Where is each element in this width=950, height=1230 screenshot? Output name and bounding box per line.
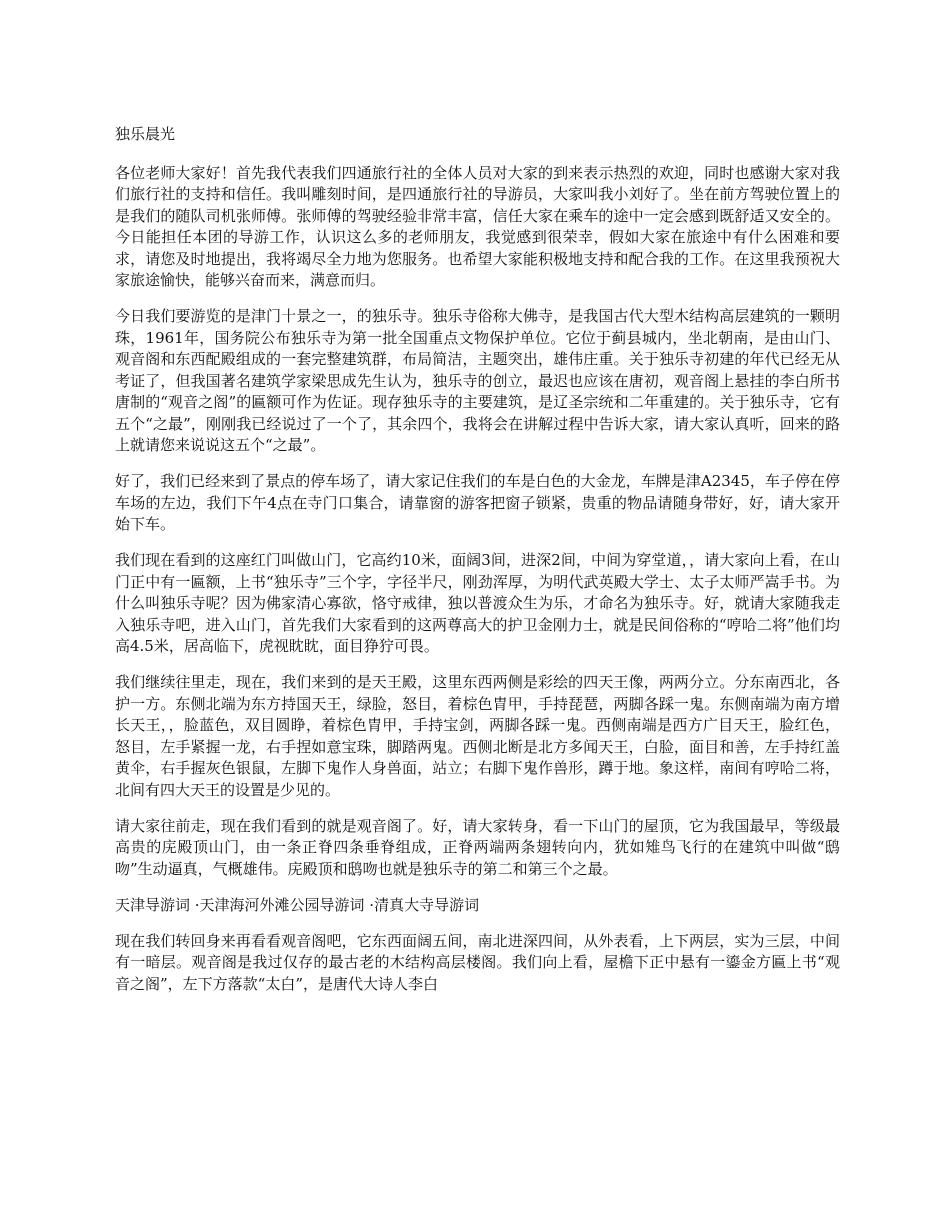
document-body — [115, 124, 840, 1010]
paragraph-welcome: 各位老师大家好！首先我代表我们四通旅行社的全体人员对大家的到来表示热烈的欢迎，同时也感谢大家对我们旅行社的支持和信任。我叫雕刻时间，是四通旅行社的导游员，大家叫我小刘好了。坐在前方驾驶位置上的是我们的随队司机张师傅。张师傅的驾驶经验非常丰富，信任大家在乘车的途中一定会感到既舒适又安全的。今日能担任本团的导游工作，认识这么多的老师朋友，我觉感到很荣幸，假如大家在旅途中有什么困难和要求，请您及时地提出，我将竭尽全力地为您服务。也希望大家能积极地支持和配合我的工作。在这里我预祝大家旅途愉快，能够兴奋而来，满意而归。 — [115, 163, 840, 289]
related-links-line: 天津导游词 ·天津海河外滩公园导游词 ·清真大寺导游词 — [115, 895, 480, 914]
document-title: 独乐晨光 — [115, 125, 176, 143]
paragraph-dule-temple-intro: 今日我们要游览的是津门十景之一，的独乐寺。独乐寺俗称大佛寺，是我国古代大型木结构高层建筑的一颗明珠，1961年，国务院公布独乐寺为第一批全国重点文物保护单位。它位于蓟县城内，坐北朝南，是由山门、观音阁和东西配殿组成的一套完整建筑群，布局简洁，主题突出，雄伟庄重。关于独乐寺初建的年代已经无从考证了，但我国著名建筑学家梁思成先生认为，独乐寺的创立，最迟也应该在唐初，观音阁上悬挂的李白所书唐制的“观音之阁”的匾额可作为佐证。现存独乐寺的主要建筑，是辽圣宗统和二年重建的。关于独乐寺，它有五个“之最”，刚刚我已经说过了一个了，其余四个，我将会在讲解过程中告诉大家，请大家认真听，回来的路上就请您来说说这五个“之最”。 — [115, 307, 840, 454]
paragraph-parking: 好了，我们已经来到了景点的停车场了，请大家记住我们的车是白色的大金龙，车牌是津A2345，车子停在停车场的左边，我们下午4点在寺门口集合，请靠窗的游客把窗子锁紧，贵重的物品请随身带好，好，请大家开始下车。 — [115, 472, 840, 533]
paragraph-shanmen: 我们现在看到的这座红门叫做山门，它高约10米，面阔3间，进深2间，中间为穿堂道，，请大家向上看，在山门正中有一匾额，上书“独乐寺”三个字，字径半尺，刚劲浑厚，为明代武英殿大学士、太子太师严嵩手书。为什么叫独乐寺呢？因为佛家清心寡欲，恪守戒律，独以普渡众生为乐，才命名为独乐寺。好，就请大家随我走入独乐寺吧，进入山门，首先我们大家看到的这两尊高大的护卫金刚力士，就是民间俗称的“哼哈二将”他们均高4.5米，居高临下，虎视眈眈，面目狰狞可畏。 — [115, 551, 840, 655]
paragraph-guanyin-pavilion-roof: 请大家往前走，现在我们看到的就是观音阁了。好，请大家转身，看一下山门的屋顶，它为我国最早，等级最高贵的庑殿顶山门，由一条正脊四条垂脊组成，正脊两端两条翅转向内，犹如雉鸟飞行的在建筑中叫做“鸱吻”生动逼真，气概雄伟。庑殿顶和鸱吻也就是独乐寺的第二和第三个之最。 — [115, 816, 840, 878]
paragraph-guanyin-pavilion: 现在我们转回身来再看看观音阁吧，它东西面阔五间，南北进深四间，从外表看，上下两层，实为三层，中间有一暗层。观音阁是我过仅存的最古老的木结构高层楼阁。我们向上看，屋檐下正中悬有一鎏金方匾上书“观音之阁”，左下方落款“太白”，是唐代大诗人李白 — [115, 931, 840, 993]
paragraph-tianwang-hall: 我们继续往里走，现在，我们来到的是天王殿，这里东西两侧是彩绘的四天王像，两两分立。分东南西北，各护一方。东侧北端为东方持国天王，绿脸，怒目，着棕色胄甲，手持琵琶，两脚各踩一鬼。东侧南端为南方增长天王，，脸蓝色，双目圆睁，着棕色胄甲，手持宝剑，两脚各踩一鬼。西侧南端是西方广目天王，脸红色，怒目，左手紧握一龙，右手捏如意宝珠，脚踏两鬼。西侧北断是北方多闻天王，白脸，面目和善，左手持红盖黄伞，右手握灰色银鼠，左脚下鬼作人身兽面，站立；右脚下鬼作兽形，蹲于地。象这样，南间有哼哈二将，北间有四大天王的设置是少见的。 — [115, 673, 840, 799]
